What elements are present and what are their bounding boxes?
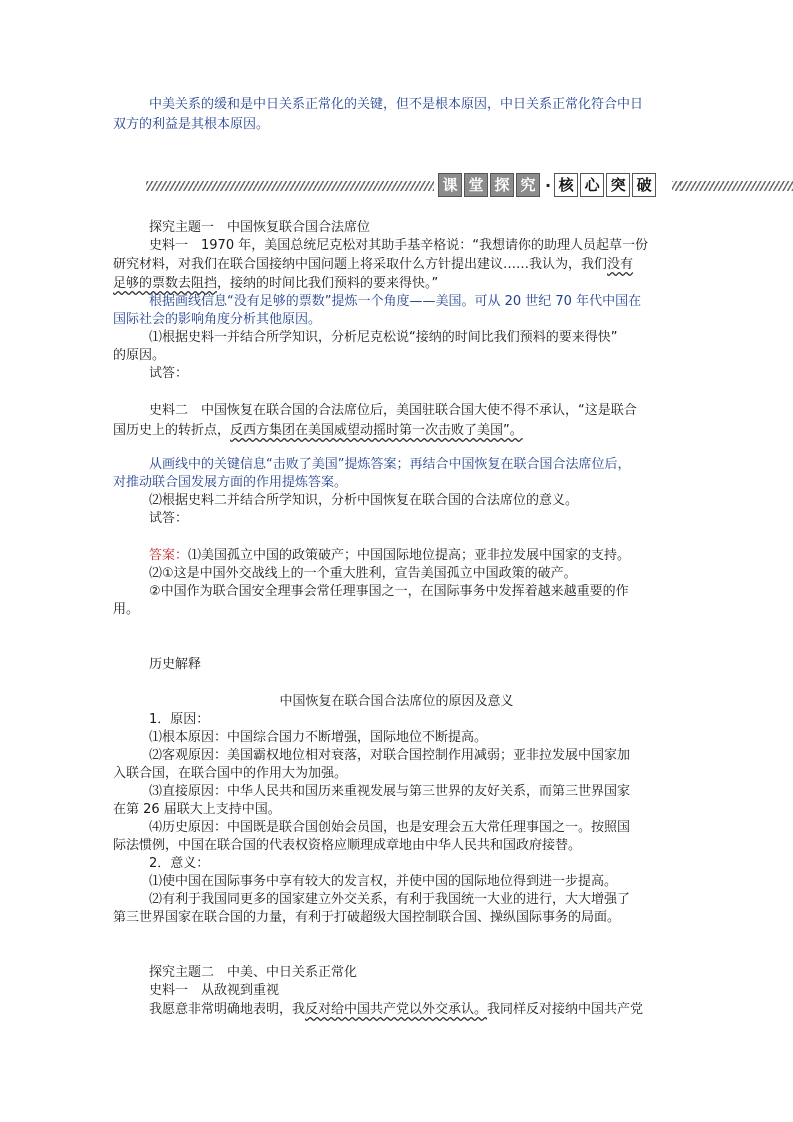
meaning-title: 2．意义： <box>149 856 210 871</box>
banner-hatch-left <box>146 181 434 191</box>
banner-tile: 探 <box>490 173 514 197</box>
reason-4-line-1: ⑷历史原因：中国既是联合国创始会员国，也是安理会五大常任理事国之一。按照国 <box>149 820 631 835</box>
source2-line-2 <box>113 423 523 439</box>
banner-tile: 心 <box>580 173 604 197</box>
section-banner <box>146 172 681 200</box>
topic2-source1-text: 我愿意非常明确地表明，我 <box>149 1002 306 1017</box>
source2-line-1: 史料二 中国恢复在联合国的合法席位后，美国驻联合国大使不得不承认，“这是联合 <box>149 403 637 418</box>
answer-key-line-1 <box>149 548 630 564</box>
topic2-title: 探究主题二 中美、中日关系正常化 <box>149 965 358 980</box>
topic2-source1-text: 我同样反对接纳中国共产党 <box>487 1002 644 1017</box>
banner-tile: 堂 <box>464 173 488 197</box>
hint2-line-2: 对推动联合国发展方面的作用提炼答案。 <box>113 475 348 490</box>
reason-2-line-1: ⑵客观原因：美国霸权地位相对衰落，对联合国控制作用减弱；亚非拉发展中国家加 <box>149 748 631 763</box>
banner-tile: 突 <box>606 173 630 197</box>
reason-3-line-2: 在第 26 届联大上支持中国。 <box>113 802 281 817</box>
topic2-source1-line <box>149 1002 643 1018</box>
meaning-2-line-1: ⑵有利于我国同更多的国家建立外交关系，有利于我国统一大业的进行，大大增强了 <box>149 892 631 907</box>
source1-underlined: 没有 <box>607 257 634 272</box>
reason-2-line-2: 入联合国，在联合国中的作用大为加强。 <box>113 766 348 781</box>
source1-line-3 <box>113 276 438 292</box>
banner-tile: 破 <box>632 173 656 197</box>
question1-line-1: ⑴根据史料一并结合所学知识，分析尼克松说“接纳的时间比我们预料的要来得快” <box>149 330 618 345</box>
reasons-title: 1．原因： <box>149 712 210 727</box>
hint2-line-1: 从画线中的关键信息“击败了美国”提炼答案；再结合中国恢复在联合国合法席位后， <box>149 457 631 472</box>
banner-tile: 核 <box>554 173 578 197</box>
banner-badge <box>438 172 658 198</box>
banner-separator: · <box>545 175 552 195</box>
source1-line-1: 史料一 1970 年，美国总统尼克松对其助手基辛格说：“我想请你的助理人员起草一份 <box>149 238 648 253</box>
question2: ⑵根据史料二并结合所学知识，分析中国恢复在联合国的合法席位的意义。 <box>149 493 579 508</box>
banner-tile: 究 <box>516 173 540 197</box>
source1-underlined: 足够的票数去阻挡 <box>113 276 218 291</box>
reason-4-line-2: 际法惯例，中国在联合国的代表权资格应顺理成章地由中华人民共和国政府接替。 <box>113 838 582 853</box>
answer-key-line-4: 用。 <box>113 602 140 617</box>
meaning-1: ⑴使中国在国际事务中享有较大的发言权，并使中国的国际地位得到进一步提高。 <box>149 874 618 889</box>
reason-1: ⑴根本原因：中国综合国力不断增强，国际地位不断提高。 <box>149 730 488 745</box>
question1-line-2: 的原因。 <box>113 348 166 363</box>
intro-line-2: 双方的利益是其根本原因。 <box>113 117 270 132</box>
source1-line-2 <box>113 257 633 273</box>
answer-key-text: ⑴美国孤立中国的政策破产；中国国际地位提高；亚非拉发展中国家的支持。 <box>188 548 631 563</box>
source2-text: 国历史上的转折点， <box>113 423 231 438</box>
reason-3-line-1: ⑶直接原因：中华人民共和国历来重视发展与第三世界的友好关系，而第三世界国家 <box>149 784 631 799</box>
source2-underlined: 反西方集团在美国威望动摇时第一次击败了美国”。 <box>230 423 523 438</box>
hint1-line-1: 根据画线信息“没有足够的票数”提炼一个角度——美国。可从 20 世纪 70 年代中国在 <box>149 294 642 309</box>
answer-key-line-3: ②中国作为联合国安全理事会常任理事国之一，在国际事务中发挥着越来越重要的作 <box>149 584 629 599</box>
banner-tile: 课 <box>438 173 462 197</box>
history-subtitle: 中国恢复在联合国合法席位的原因及意义 <box>279 694 514 709</box>
meaning-2-line-2: 第三世界国家在联合国的力量，有利于打破超级大国控制联合国、操纵国际事务的局面。 <box>113 910 621 925</box>
banner-hatch-far-right <box>680 181 793 191</box>
source1-text: 研究材料，对我们在联合国接纳中国问题上将采取什么方针提出建议……我认为，我们 <box>113 257 608 272</box>
answer-label-1: 试答： <box>149 366 189 381</box>
history-heading: 历史解释 <box>149 657 202 672</box>
answer-key-label: 答案： <box>149 548 189 563</box>
answer-label-2: 试答： <box>149 511 189 526</box>
intro-line-1: 中美关系的缓和是中日关系正常化的关键，但不是根本原因，中日关系正常化符合中日 <box>149 97 644 112</box>
topic1-title: 探究主题一 中国恢复联合国合法席位 <box>149 220 371 235</box>
source1-text: ，接纳的时间比我们预料的要来得快。” <box>217 276 439 291</box>
answer-key-line-2: ⑵①这是中国外交战线上的一个重大胜利，宣告美国孤立中国政策的破产。 <box>149 566 577 581</box>
hint1-line-2: 国际社会的影响角度分析其他原因。 <box>113 312 322 327</box>
topic2-source1-title: 史料一 从敌视到重视 <box>149 983 280 998</box>
topic2-source1-underlined: 反对给中国共产党以外交承认。 <box>305 1002 488 1017</box>
